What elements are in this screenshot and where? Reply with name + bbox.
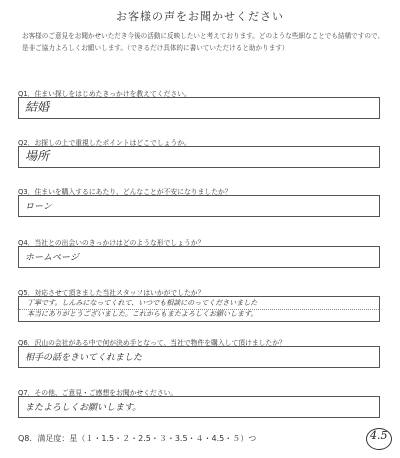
question-5-label: Q5．対応させて頂きました当社スタッフはいかがでしたか？ — [18, 289, 205, 297]
answer-6-text: 相手の話をきいてくれました — [25, 353, 143, 363]
rating-value[interactable]: 4.5 — [370, 429, 388, 442]
answer-4-text: ホームページ — [25, 253, 79, 263]
answer-7-box[interactable] — [18, 396, 380, 418]
answer-5-line-2: 本当にありがとうございました。これからもまたよろしくお願いします。 — [27, 310, 258, 318]
answer-5-line-1: 丁寧です。しんみになってくれて、いつでも相談にのってくださいました — [27, 299, 258, 307]
answer-1-box[interactable] — [18, 97, 380, 119]
question-4-label: Q4．当社との出会いのきっかけはどのような形でしょうか？ — [18, 239, 205, 247]
question-3-label: Q3．住まいを購入するにあたり、どんなことが不安になりましたか？ — [18, 188, 232, 196]
answer-2-text: 場所 — [25, 149, 50, 163]
answer-6-box[interactable] — [18, 346, 380, 368]
question-6-label: Q6．沢山の会社がある中で何が決め手となって、当社で物件を購入して頂けましたか？ — [18, 339, 286, 347]
answer-3-text: ローン — [25, 202, 52, 212]
question-7-label: Q7．その他、ご意見・ご感想をお聞かせください。 — [18, 389, 178, 397]
answer-2-box[interactable] — [18, 146, 380, 168]
answer-3-box[interactable] — [18, 195, 380, 217]
form-intro: お客様のご意見をお聞かせいただき今後の活動に反映したいと考えております。どのような些細なことでも結構ですので、是非ご協力よろしくお願いします。（できるだけ具体的に書いていただけると助かります） — [22, 32, 384, 52]
answer-1-text: 結婚 — [25, 100, 50, 114]
form-title: お客様の声をお聞かせください — [116, 10, 284, 23]
question-2-label: Q2．お探しの上で重視したポイントはどこでしょうか。 — [18, 139, 191, 147]
question-1-label: Q1．住まい探しをはじめたきっかけを教えてください。 — [18, 90, 191, 98]
answer-7-text: またよろしくお願いします。 — [25, 403, 142, 413]
answer-4-box[interactable] — [18, 246, 380, 268]
answer-5-box[interactable] — [18, 296, 380, 322]
satisfaction-rating-label: Q8．満足度：星（１・1.5・２・2.5・３・3.5・４・4.5・５）つ — [18, 434, 257, 443]
